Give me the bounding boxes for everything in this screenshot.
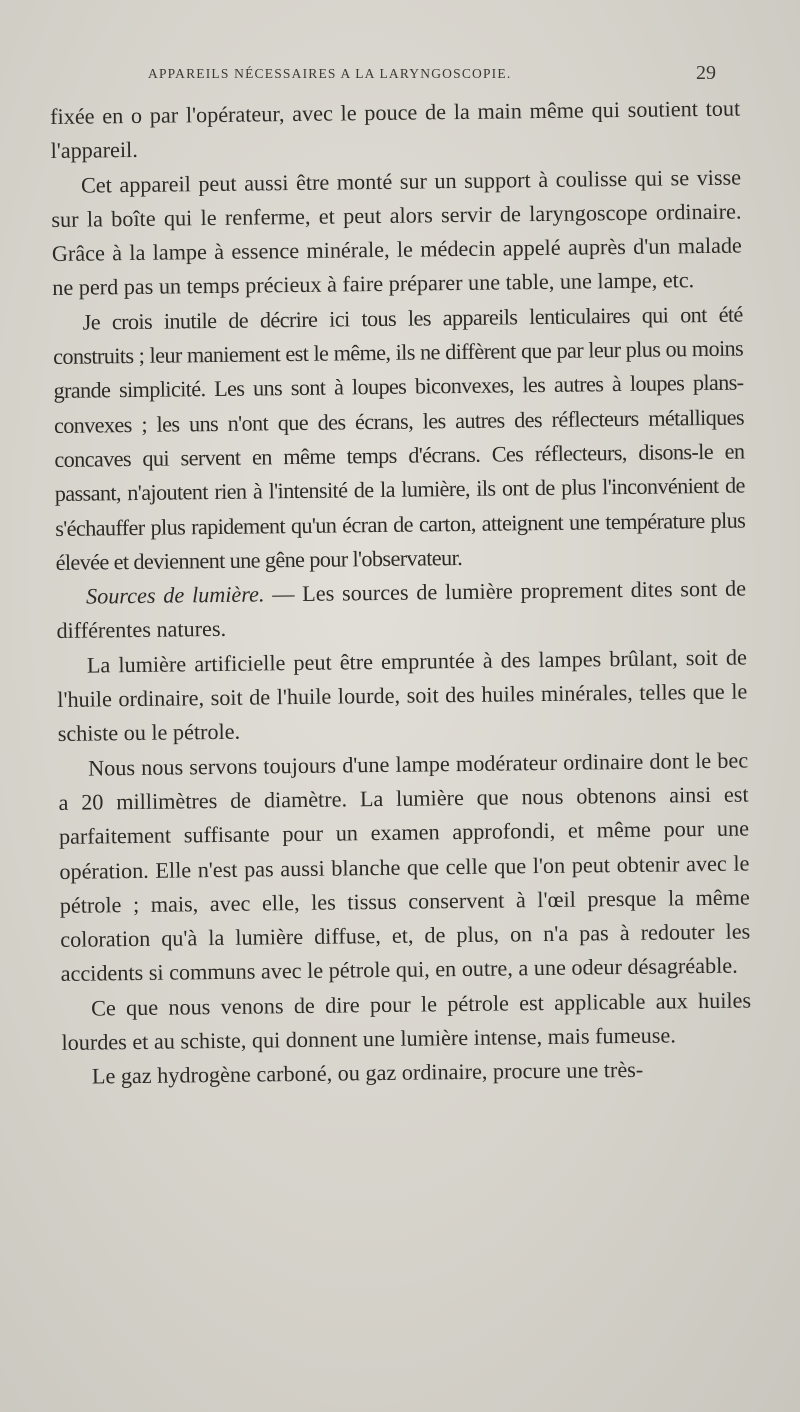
running-head: APPAREILS NÉCESSAIRES A LA LARYNGOSCOPIE. bbox=[148, 66, 512, 81]
paragraph-sources-de-lumiere bbox=[56, 572, 747, 649]
paragraph-appareils-lenticulaires: Je crois inutile de décrire ici tous les appareils lenticulaires qui ont été construits ; leur maniement est le même, ils ne diffèrent que par leur plus ou moins grande simplicité. Les uns sont à loupes biconvexes, les autres à loupes plans-convexes ; les uns n'ont que des écrans, les autres des réflecteurs métalliques concaves qui servent en même temps d'écrans. Ces réflecteurs, disons-le en passant, n'ajoutent rien à l'intensité de la lumière, ils ont de plus l'inconvénient de s'échauffer plus rapidement qu'un écran de carton, atteignent une température plus élevée et deviennent une gêne pour l'observateur. bbox=[52, 301, 746, 575]
paragraph-appareil-support: Cet appareil peut aussi être monté sur un support à coulisse qui se visse sur la boîte qui le renferme, et peut alors servir de laryngoscope ordinaire. Grâce à la lampe à essence minérale, le médecin appelé auprès d'un malade ne perd pas un temps précieux à faire préparer une table, une lampe, etc. bbox=[51, 164, 742, 301]
paragraph-huiles-lourdes: Ce que nous venons de dire pour le pétrole est applicable aux huiles lourdes et au schiste, qui donnent une lumière intense, mais fumeuse. bbox=[61, 987, 752, 1055]
paragraph-gaz-hydrogene: Le gaz hydrogène carboné, ou gaz ordinaire, procure une très- bbox=[91, 1057, 644, 1089]
paragraph-continuation: fixée en o par l'opérateur, avec le pouce de la main même qui soutient tout l'appareil. bbox=[50, 95, 741, 164]
paragraph-sources-rest: — Les sources de lumière proprement dites sont de différentes natures. bbox=[56, 575, 747, 644]
paragraph-lumiere-artificielle: La lumière artificielle peut être empruntée à des lampes brûlant, soit de l'huile ordinaire, soit de l'huile lourde, soit des huiles minérales, telles que le schiste ou le pétrole. bbox=[57, 644, 748, 747]
body-text bbox=[50, 92, 752, 1095]
section-heading-italic: Sources de lumière. bbox=[85, 581, 265, 609]
page-number: 29 bbox=[696, 62, 716, 84]
paragraph-lampe-moderateur: Nous nous servons toujours d'une lampe modérateur ordinaire dont le bec a 20 millimètres de diamètre. La lumière que nous obtenons ainsi est parfaitement suffisante pour un examen approfondi, et même pour une opération. Elle n'est pas aussi blanche que celle que l'on peut obtenir avec le pétrole ; mais, avec elle, les tissus conservent à l'œil presque la même coloration qu'à la lumière diffuse, et, de plus, on n'a pas à redouter les accidents si communs avec le pétrole qui, en outre, a une odeur désagréable. bbox=[58, 747, 751, 987]
page-header bbox=[148, 62, 716, 92]
